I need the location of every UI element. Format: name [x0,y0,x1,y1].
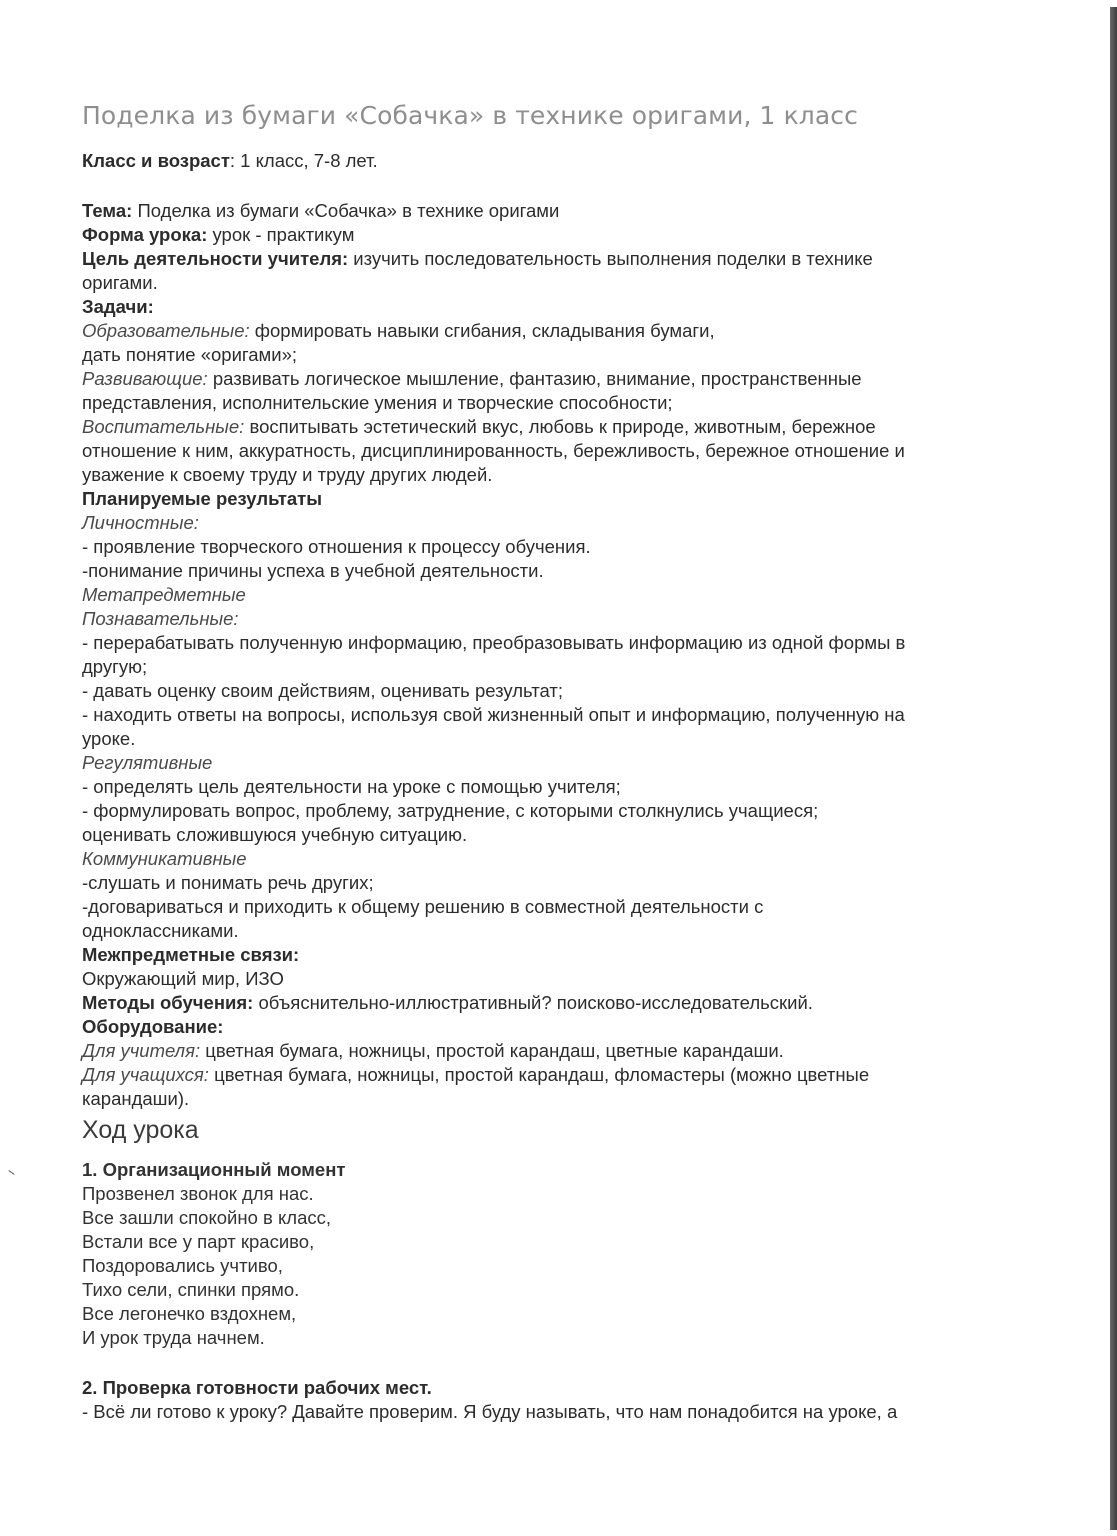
task-educational [82,319,715,343]
task-upbringing-label: Воспитательные: [82,416,245,437]
equipment-students-value: цветная бумага, ножницы, простой карандаш, фломастеры (можно цветные [208,1064,870,1085]
task-upbringing [82,415,876,439]
tasks-heading: Задачи: [82,296,154,317]
task-developing-text: развивать логическое мышление, фантазию, внимание, пространственные [207,368,862,389]
results-cognitive-label: Познавательные: [82,608,239,629]
equipment-students-cont: карандаши). [82,1088,190,1109]
results-communicative-item: -договариваться и приходить к общему решению в совместной деятельности с [82,896,764,917]
task-developing-cont: представления, исполнительские умения и творческие способности; [82,392,673,413]
equipment-students-label: Для учащихся: [82,1064,209,1085]
teacher-goal [82,247,873,271]
task-upbringing-text: воспитывать эстетический вкус, любовь к природе, животным, бережное [244,416,876,437]
step2-heading: 2. Проверка готовности рабочих мест. [82,1377,432,1398]
results-communicative-label: Коммуникативные [82,848,247,869]
scan-edge-shadow [1110,7,1117,1530]
results-cognitive-item: уроке. [82,728,136,749]
class-age-label: Класс и возраст [82,150,230,171]
poem-line: Поздоровались учтиво, [82,1255,283,1276]
lesson-form-value: урок - практикум [207,224,355,245]
results-cognitive-item: другую; [82,656,148,677]
poem-line: Тихо сели, спинки прямо. [82,1279,300,1300]
lesson-form-label: Форма урока: [82,224,208,245]
task-developing [82,367,862,391]
step1-heading: 1. Организационный момент [82,1159,346,1180]
task-upbringing-cont: отношение к ним, аккуратность, дисциплинированность, бережливость, бережное отношение и [82,440,905,461]
equipment-teacher-value: цветная бумага, ножницы, простой карандаш, цветные карандаши. [200,1040,784,1061]
interdisciplinary-value: Окружающий мир, ИЗО [82,968,284,989]
results-cognitive-item: - давать оценку своим действиям, оценивать результат; [82,680,563,701]
topic-label: Тема: [82,200,133,221]
class-age-value: : 1 класс, 7-8 лет. [229,150,378,171]
task-educational-text: формировать навыки сгибания, складывания бумаги, [249,320,715,341]
document-title: Поделка из бумаги «Собачка» в технике оригами, 1 класс [82,101,858,130]
results-meta-label: Метапредметные [82,584,246,605]
results-regulatory-item: - формулировать вопрос, проблему, затруднение, с которыми столкнулись учащиеся; [82,800,819,821]
results-personal-item: -понимание причины успеха в учебной деятельности. [82,560,544,581]
results-cognitive-item: - перерабатывать полученную информацию, преобразовывать информацию из одной формы в [82,632,906,653]
class-age [82,149,378,173]
poem-line: Прозвенел звонок для нас. [82,1183,314,1204]
poem-line: Встали все у парт красиво, [82,1231,315,1252]
equipment-teacher-label: Для учителя: [82,1040,201,1061]
teacher-goal-cont: оригами. [82,272,158,293]
equipment-students [82,1063,869,1087]
task-educational-cont: дать понятие «оригами»; [82,344,298,365]
interdisciplinary-heading: Межпредметные связи: [82,944,300,965]
task-upbringing-cont2: уважение к своему труду и труду других людей. [82,464,493,485]
results-regulatory-label: Регулятивные [82,752,213,773]
equipment-heading: Оборудование: [82,1016,224,1037]
equipment-teacher [82,1039,784,1063]
results-regulatory-item: оценивать сложившуюся учебную ситуацию. [82,824,468,845]
teacher-goal-label: Цель деятельности учителя: [82,248,349,269]
poem-line: Все зашли спокойно в класс, [82,1207,332,1228]
topic-value: Поделка из бумаги «Собачка» в технике оригами [132,200,560,221]
topic [82,199,559,223]
poem-line: Все легонечко вздохнем, [82,1303,297,1324]
methods-value: объяснительно-иллюстративный? поисково-исследовательский. [253,992,813,1013]
results-communicative-item: -слушать и понимать речь других; [82,872,374,893]
results-personal-label: Личностные: [82,512,199,533]
results-cognitive-item: - находить ответы на вопросы, используя свой жизненный опыт и информацию, полученную на [82,704,905,725]
results-communicative-item: одноклассниками. [82,920,239,941]
teacher-goal-value: изучить последовательность выполнения поделки в технике [348,248,873,269]
methods [82,991,813,1015]
results-heading: Планируемые результаты [82,488,323,509]
step2-text: - Всё ли готово к уроку? Давайте проверим. Я буду называть, что нам понадобится на уроке, а [82,1401,898,1422]
scan-mark [8,1170,14,1175]
task-developing-label: Развивающие: [82,368,208,389]
methods-label: Методы обучения: [82,992,254,1013]
lesson-form [82,223,354,247]
results-regulatory-item: - определять цель деятельности на уроке с помощью учителя; [82,776,621,797]
poem-line: И урок труда начнем. [82,1327,265,1348]
results-personal-item: - проявление творческого отношения к процессу обучения. [82,536,591,557]
lesson-progress-heading: Ход урока [82,1116,199,1144]
task-educational-label: Образовательные: [82,320,250,341]
